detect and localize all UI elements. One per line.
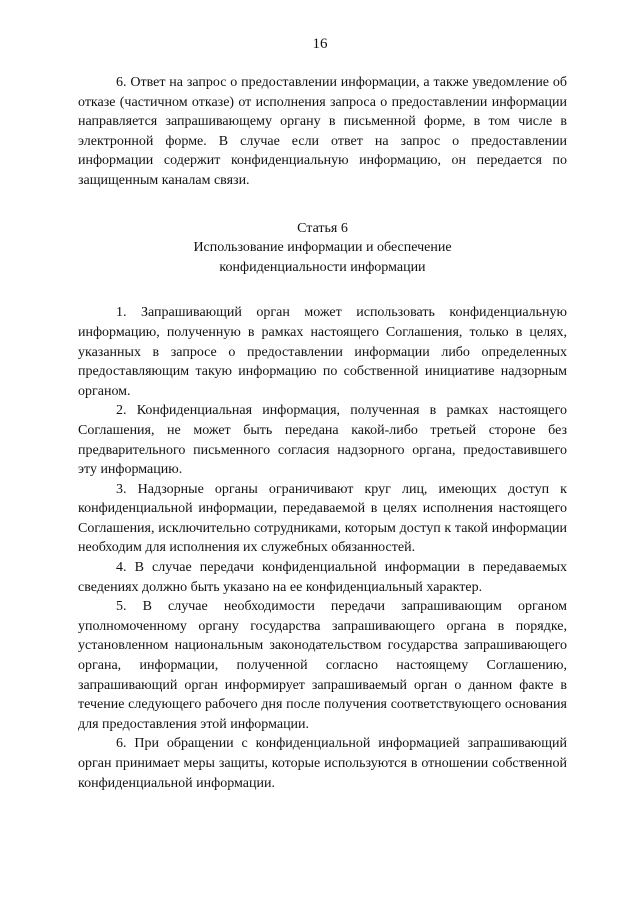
article-paragraph-1: 1. Запрашивающий орган может использовать конфиденциальную информацию, полученную в рамках настоящего Соглашения, только в целях, указанных в запросе о предоставлении информации либо определенных предоставляющим такую информацию по собственной инициативе надзорным органом.: [78, 305, 567, 399]
article-number: Статья 6: [297, 220, 348, 236]
page-number: 16: [312, 36, 328, 52]
article-paragraph-5: 5. В случае необходимости передачи запрашивающим органом уполномоченному органу государства запрашивающего органа в порядке, установленном национальным законодательством государства запрашивающего органа, информации, полученной согласно настоящему Соглашению, запрашивающий орган информирует запрашиваемый орган о данном факте в течение следующего рабочего дня после получения соответствующего основания для предоставления этой информации.: [78, 599, 567, 732]
article-title-line-2: конфиденциальности информации: [219, 259, 426, 275]
article-paragraph-6: 6. При обращении с конфиденциальной информацией запрашивающий орган принимает меры защиты, которые используются в отношении собственной конфиденциальной информации.: [78, 736, 567, 791]
article-heading: [78, 219, 567, 278]
article-paragraph-3: 3. Надзорные органы ограничивают круг лиц, имеющих доступ к конфиденциальной информации, передаваемой в целях исполнения настоящего Соглашения, исключительно сотрудниками, которым доступ к такой информации необходим для исполнения их служебных обязанностей.: [78, 481, 567, 556]
article-paragraph-4: 4. В случае передачи конфиденциальной информации в передаваемых сведениях должно быть указано на ее конфиденциальный характер.: [78, 560, 567, 595]
article-paragraph-2: 2. Конфиденциальная информация, полученная в рамках настоящего Соглашения, не может быть передана какой-либо третьей стороне без предварительного письменного согласия надзорного органа, предоставившего эту информацию.: [78, 403, 567, 478]
document-body: [78, 73, 567, 793]
article-title-line-1: Использование информации и обеспечение: [193, 240, 452, 256]
paragraph-6-response: 6. Ответ на запрос о предоставлении информации, а также уведомление об отказе (частичном отказе) от исполнения запроса о предоставлении информации направляется запрашивающему органу в письменной форме, в том числе в электронной форме. В случае если ответ на запрос о предоставлении информации содержит конфиденциальную информацию, он передается по защищенным каналам связи.: [78, 75, 567, 188]
